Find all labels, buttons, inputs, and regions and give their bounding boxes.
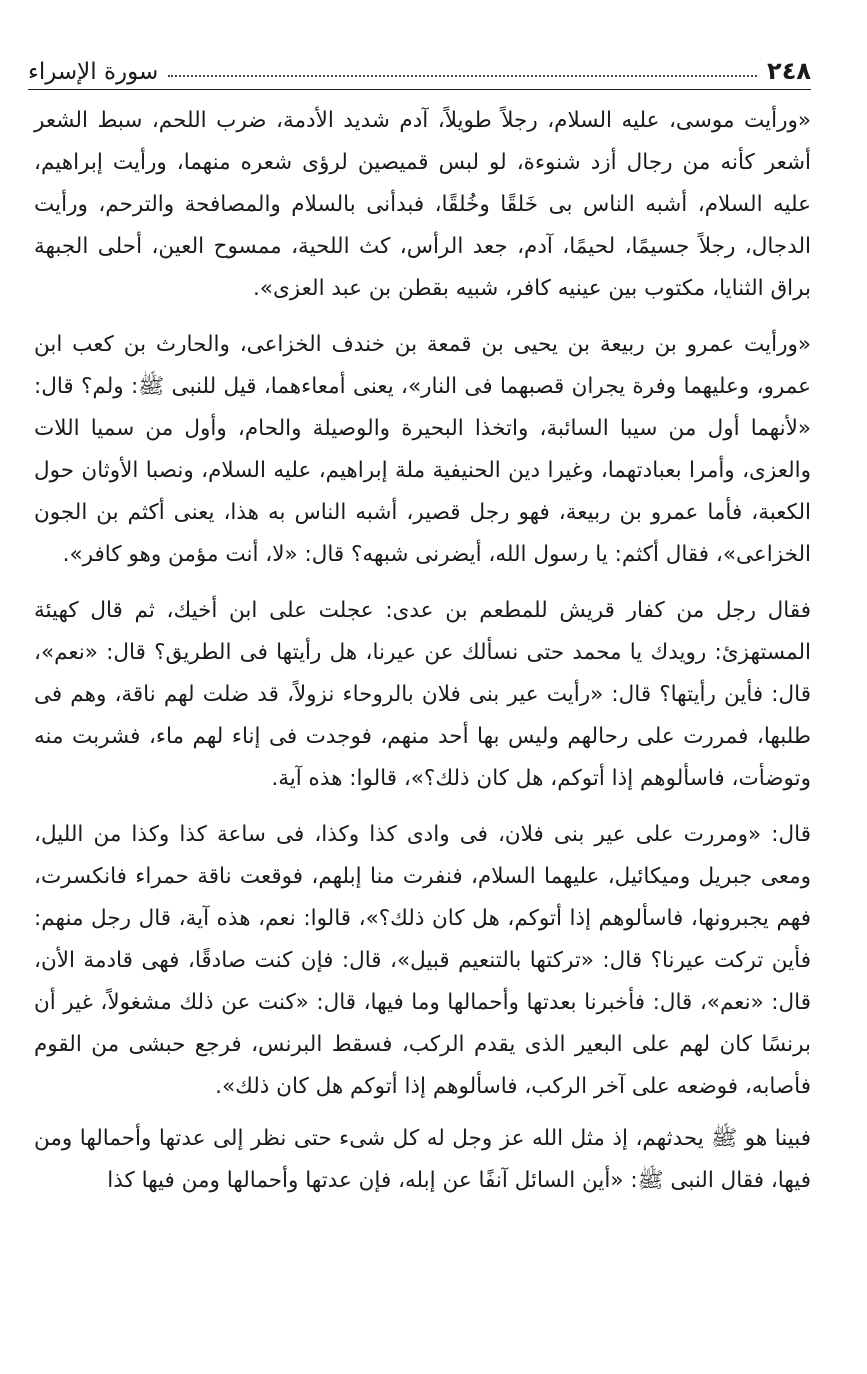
- page-header: [28, 52, 811, 90]
- paragraph: قال: «ومررت على عير بنى فلان، فى وادى كذا وكذا، فى ساعة كذا وكذا من الليل، ومعى جبريل وميكائيل، عليهما السلام، فنفرت منا إبلهم، فوقعت ناقة حمراء فانكسرت، فهم يجبرونها، فاسألوهم إذا أتوكم، هل كان ذلك؟»، قالوا: نعم، هذه آية، قال رجل منهم: فأين تركت عيرنا؟ قال: «تركتها بالتنعيم قبيل»، قال: فإن كنت صادقًا، فهى قادمة الأن، قال: «نعم»، قال: فأخبرنا بعدتها وأحمالها وما فيها، قال: «كنت عن ذلك مشغولاً، غير أن برنسًا كان لهم على البعير الذى يقدم الركب، فسقط البرنس، فرجع حبشى من القوم فأصابه، فوضعه على آخر الركب، فاسألوهم إذا أتوكم هل كان ذلك».: [34, 822, 811, 1099]
- page-body: [34, 100, 811, 1202]
- header-dotted-leader: [168, 74, 757, 77]
- surah-title: سورة الإسراء: [28, 59, 159, 85]
- paragraph: «ورأيت موسى، عليه السلام، رجلاً طويلاً، آدم شديد الأدمة، ضرب اللحم، سبط الشعر أشعر كأنه من رجال أزد شنوءة، لو لبس قميصين لرؤى شعره منهما، ورأيت إبراهيم، عليه السلام، أشبه الناس بى خَلقًا وخُلقًا، فبدأنى بالسلام والمصافحة والترحم، ورأيت الدجال، رجلاً جسيمًا، لحيمًا، آدم، جعد الرأس، كث اللحية، ممسوح العين، أحلى الجبهة براق الثنايا، مكتوب بين عينيه كافر، شبيه بقطن بن عبد العزى».: [34, 108, 811, 301]
- paragraph: فقال رجل من كفار قريش للمطعم بن عدى: عجلت على ابن أخيك، ثم قال كهيئة المستهزئ: رويدك يا محمد حتى نسألك عن عيرنا، هل رأيتها فى الطريق؟ قال: «نعم»، قال: فأين رأيتها؟ قال: «رأيت عير بنى فلان بالروحاء نزولاً، قد ضلت لهم ناقة، وهم فى طلبها، فمررت على رحالهم وليس بها أحد منهم، فوجدت فى إناء لهم ماء، فشربت منه وتوضأت، فاسألوهم إذا أتوكم، هل كان ذلك؟»، قالوا: هذه آية.: [34, 598, 811, 791]
- paragraph: «ورأيت عمرو بن ربيعة بن يحيى بن قمعة بن خندف الخزاعى، والحارث بن كعب ابن عمرو، وعليهما وفرة يجران قصبهما فى النار»، يعنى أمعاءهما، قيل للنبى ﷺ: ولم؟ قال: «لأنهما أول من سيبا السائبة، واتخذا البحيرة والوصيلة والحام، وأول من سميا اللات والعزى، وأمرا بعبادتهما، وغيرا دين الحنيفية ملة إبراهيم، عليه السلام، ونصبا الأوثان حول الكعبة، فأما عمرو بن ربيعة، فهو رجل قصير، أشبه الناس به هذا، يعنى أكثم بن الجون الخزاعى»، فقال أكثم: يا رسول الله، أيضرنى شبهه؟ قال: «لا، أنت مؤمن وهو كافر».: [34, 332, 811, 567]
- page-number: ٢٤٨: [767, 57, 811, 85]
- paragraph: فبينا هو ﷺ يحدثهم، إذ مثل الله عز وجل له كل شىء حتى نظر إلى عدتها وأحمالها ومن فيها، فقال النبى ﷺ: «أين السائل آنفًا عن إبله، فإن عدتها وأحمالها ومن فيها كذا: [34, 1126, 811, 1193]
